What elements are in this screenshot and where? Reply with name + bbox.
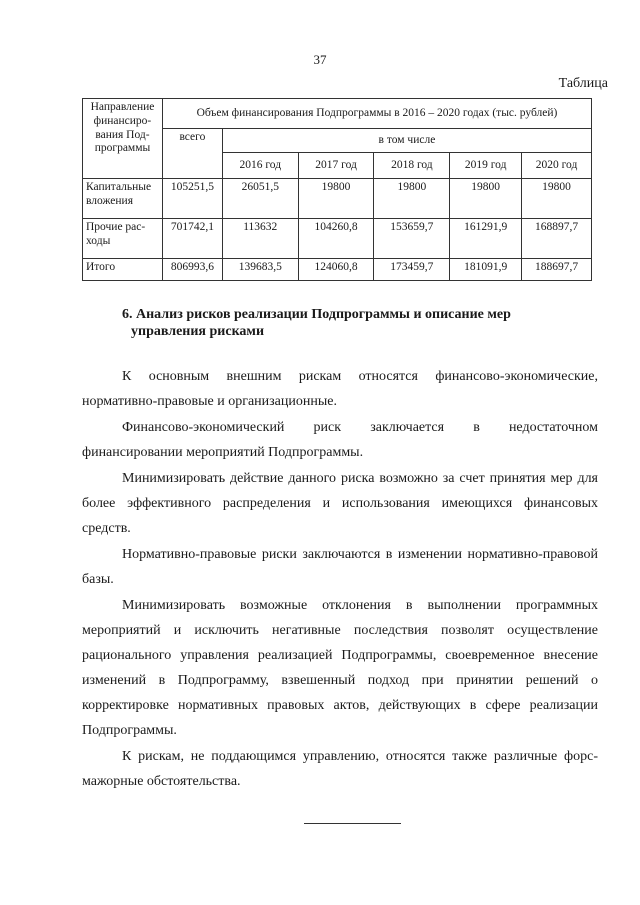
section-heading [122, 306, 592, 340]
cell-value: 168897,7 [522, 219, 592, 259]
cell-value: 104260,8 [298, 219, 374, 259]
cell-value: 26051,5 [222, 179, 298, 219]
cell-value: 153659,7 [374, 219, 450, 259]
paragraph: К основным внешним рискам относятся финансово-экономические, нормативно-правовые и организационные. [82, 369, 598, 409]
financing-table [82, 98, 592, 281]
header-year: 2019 год [450, 153, 522, 179]
section-heading-line: управления рисками [131, 324, 265, 339]
cell-value: 19800 [450, 179, 522, 219]
cell-total: 806993,6 [162, 259, 222, 281]
table-row [83, 179, 592, 219]
cell-value: 19800 [522, 179, 592, 219]
cell-value: 124060,8 [298, 259, 374, 281]
header-year: 2020 год [522, 153, 592, 179]
header-year: 2016 год [222, 153, 298, 179]
table-row [83, 219, 592, 259]
paragraph: Нормативно-правовые риски заключаются в изменении нормативно-правовой базы. [82, 547, 598, 587]
cell-total: 105251,5 [162, 179, 222, 219]
header-year: 2017 год [298, 153, 374, 179]
paragraph: Минимизировать действие данного риска возможно за счет принятия мер для более эффективного распределения и использования имеющихся финансовых средств. [82, 471, 598, 536]
cell-value: 139683,5 [222, 259, 298, 281]
paragraph: Финансово-экономический риск заключается в недостаточном финансировании мероприятий Подпрограммы. [82, 420, 598, 460]
header-year: 2018 год [374, 153, 450, 179]
header-volume: Объем финансирования Подпрограммы в 2016 – 2020 годах (тыс. рублей) [162, 99, 591, 129]
cell-value: 19800 [298, 179, 374, 219]
section-heading-line: 6. Анализ рисков реализации Подпрограммы и описание мер [122, 307, 511, 322]
table-row [83, 259, 592, 281]
cell-value: 188697,7 [522, 259, 592, 281]
paragraph: К рискам, не поддающимся управлению, относятся также различные форс-мажорные обстоятельства. [82, 749, 598, 789]
cell-value: 161291,9 [450, 219, 522, 259]
cell-total: 701742,1 [162, 219, 222, 259]
row-label: Прочие рас-ходы [83, 219, 163, 259]
row-label: Капитальные вложения [83, 179, 163, 219]
header-direction: Направление финансиро-вания Под-программы [83, 99, 163, 179]
paragraph: Минимизировать возможные отклонения в выполнении программных мероприятий и исключить негативные последствия позволят осуществление рационального управления реализацией Подпрограммы, своевременное внесение изменений в Подпрограмму, взвешенный подход при принятии решений о корректировке нормативных правовых актов, действующих в сфере реализации Подпрограммы. [82, 598, 598, 738]
header-including: в том числе [222, 129, 591, 153]
row-label: Итого [83, 259, 163, 281]
footer-rule [304, 823, 401, 824]
table-caption: Таблица [558, 76, 608, 91]
cell-value: 173459,7 [374, 259, 450, 281]
cell-value: 19800 [374, 179, 450, 219]
cell-value: 181091,9 [450, 259, 522, 281]
body-text [82, 364, 598, 795]
header-total: всего [162, 129, 222, 179]
cell-value: 113632 [222, 219, 298, 259]
page-number: 37 [313, 52, 327, 67]
